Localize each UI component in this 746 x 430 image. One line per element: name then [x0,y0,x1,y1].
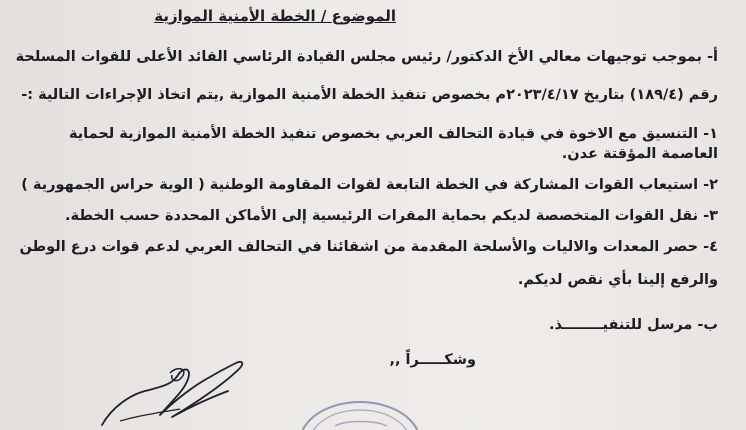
paragraph-a-line-1: أ- بموجب توجيهات معالي الأخ الدكتور/ رئيس مجلس القيادة الرئاسي القائد الأعلى للقوات المسلحة [15,49,718,65]
item-1-line-1: ١- التنسيق مع الاخوة في قيادة التحالف العربي بخصوص تنفيذ الخطة الأمنية الموازية لحماية [68,126,718,142]
item-3: ٣- نقل القوات المتخصصة لديكم بحماية المقرات الرئيسية إلى الأماكن المحددة حسب الخطة. [65,208,718,224]
item-1-line-2: العاصمة المؤقتة عدن. [561,146,718,162]
paragraph-b: ب- مرسل للتنفيــــــــذ. [549,317,718,333]
paragraph-a-line-2: رقم (١٨٩/٤) بتاريخ ٢٠٢٣/٤/١٧م بخصوص تنفيذ الخطة الأمنية الموازية ,يتم اتخاذ الإجراءات التالية :- [21,87,718,103]
item-4-line-1: ٤- حصر المعدات والاليات والأسلحة المقدمة من اشقائنا في التحالف العربي لدعم قوات درع الوطن [19,239,718,255]
handwritten-signature [100,345,250,430]
document-subject: الموضوع / الخطة الأمنية الموازية [154,7,396,25]
item-4-line-2: والرفع إلينا بأي نقص لديكم. [517,272,718,288]
official-stamp [295,398,425,430]
closing-thanks: وشكـــــراً ,, [389,352,476,368]
item-2: ٢- استيعاب القوات المشاركة في الخطة التابعة لقوات المقاومة الوطنية ( الوية حراس الجمهورية ) [21,177,718,193]
